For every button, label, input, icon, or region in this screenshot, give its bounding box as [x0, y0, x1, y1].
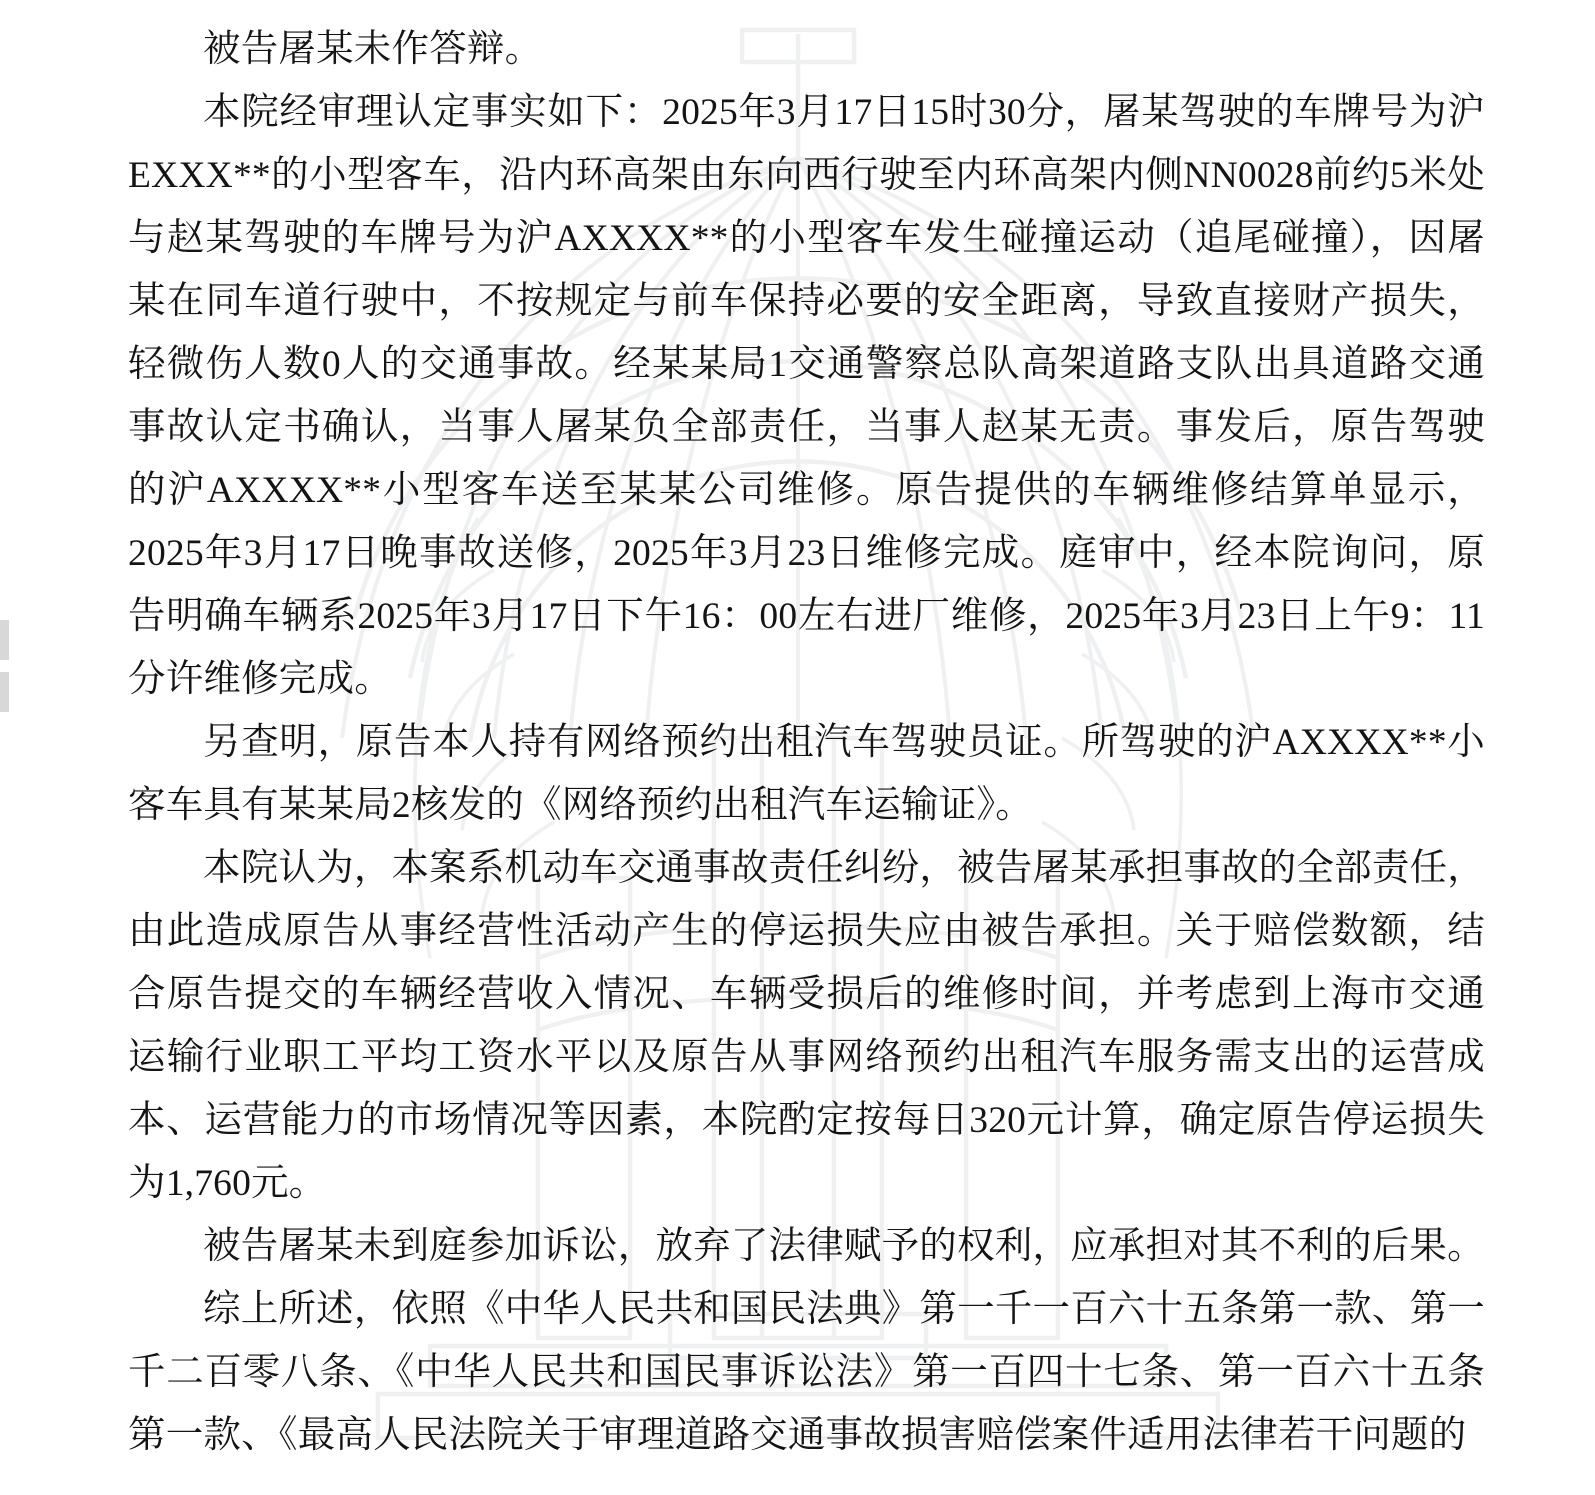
paragraph-additional-findings: 另查明，原告本人持有网络预约出租汽车驾驶员证。所驾驶的沪AXXXX**小客车具有某某局2核发的《网络预约出租汽车运输证》。 [128, 722, 1485, 826]
paragraph-findings-of-fact: 本院经审理认定事实如下：2025年3月17日15时30分，屠某驾驶的车牌号为沪EXXX**的小型客车，沿内环高架由东向西行驶至内环高架内侧NN0028前约5米处与赵某驾驶的车牌号为沪AXXXX**的小型客车发生碰撞运动（追尾碰撞），因屠某在同车道行驶中，不按规定与前车保持必要的安全距离，导致直接财产损失，轻微伤人数0人的交通事故。经某某局1交通警察总队高架道路支队出具道路交通事故认定书确认，当事人屠某负全部责任，当事人赵某无责。事发后，原告驾驶的沪AXXXX**小型客车送至某某公司维修。原告提供的车辆维修结算单显示，2025年3月17日晚事故送修，2025年3月23日维修完成。庭审中，经本院询问，原告明确车辆系2025年3月17日下午16：00左右进厂维修，2025年3月23日上午9：11分许维修完成。 [128, 92, 1485, 700]
paragraph-legal-basis: 综上所述，依照《中华人民共和国民法典》第一千一百六十五条第一款、第一千二百零八条、《中华人民共和国民事诉讼法》第一百四十七条、第一百六十五条第一款、《最高人民法院关于审理道路交通事故损害赔偿案件适用法律若干问题的 [128, 1289, 1485, 1456]
paragraph-defendant-absent: 被告屠某未到庭参加诉讼，放弃了法律赋予的权利，应承担对其不利的后果。 [203, 1226, 1485, 1267]
paragraph-defendant-no-defense: 被告屠某未作答辩。 [203, 29, 543, 70]
paragraph-court-reasoning: 本院认为，本案系机动车交通事故责任纠纷，被告屠某承担事故的全部责任，由此造成原告从事经营性活动产生的停运损失应由被告承担。关于赔偿数额，结合原告提交的车辆经营收入情况、车辆受损后的维修时间，并考虑到上海市交通运输行业职工平均工资水平以及原告从事网络预约出租汽车服务需支出的运营成本、运营能力的市场情况等因素，本院酌定按每日320元计算，确定原告停运损失为1,760元。 [128, 848, 1485, 1204]
